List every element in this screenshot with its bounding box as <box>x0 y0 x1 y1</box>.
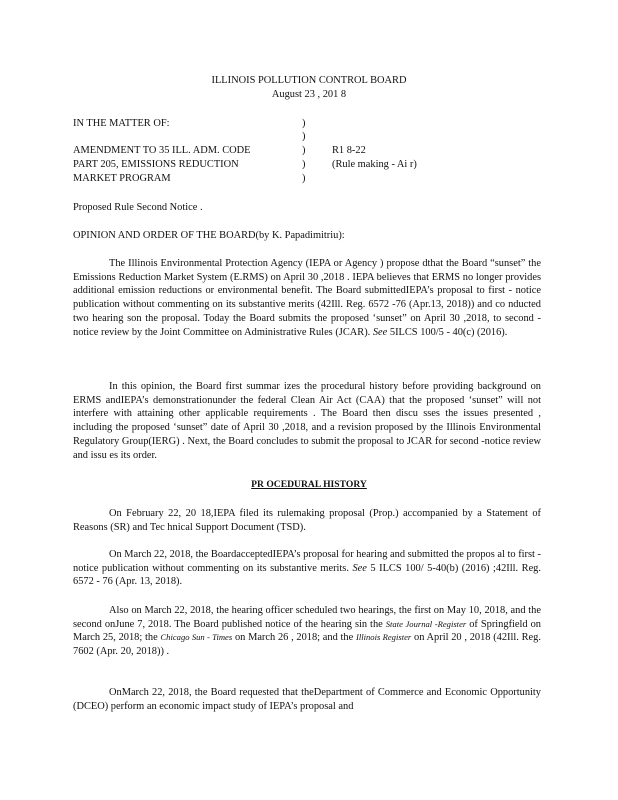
caption-line: MARKET PROGRAM <box>73 173 171 184</box>
docket-type: (Rule making - Ai r) <box>332 159 417 170</box>
caption-paren: ) <box>302 145 306 156</box>
body-paragraph: Also on March 22, 2018, the hearing officer scheduled two hearings, the first on May 10, 2018, and the second onJune 7, 2018. The Board published notice of the hearing sin the State Journal -Register of Springfield on March 25, 2018; the Chicago Sun - Times on March 26 , 2018; and the Illinois Register on April 20 , 2018 (42Ill. Reg. 7602 (Apr. 20, 2018)) . <box>73 605 541 658</box>
body-paragraph: On February 22, 20 18,IEPA filed its rulemaking proposal (Prop.) accompanied by a Statement of Reasons (SR) and Tec hnical Support Document (TSD). <box>73 508 541 533</box>
section-heading: PR OCEDURAL HISTORY <box>251 479 367 490</box>
body-paragraph: The Illinois Environmental Protection Agency (IEPA or Agency ) propose dthat the Board “sunset” the Emissions Reduction Market System (E.RMS) on April 30 ,2018 . IEPA believes that ERMS no longer provides additional emission reductions or environmental benefit. The Board submittedIEPA’s proposal to first - notice publication without commenting on its substantive merits (42Ill. Reg. 6572 -76 (Apr.13, 2018)) and co nducted two hearing son the proposal. Today the Board submits the proposed ‘sunset” on April 30 ,2018, to second - notice review by the Joint Committee on Administrative Rules (JCAR). See 5ILCS 100/5 - 40(c) (2016). <box>73 258 541 338</box>
body-paragraph: In this opinion, the Board first summar izes the procedural history before providing background on ERMS andIEPA’s demonstrationunder the federal Clean Air Act (CAA) that the proposed ‘sunset” will not interfere with attaining other applicable requirements . The Board then discu sses the issues presented , including the proposed ‘sunset” date of April 30 ,2018, and a revision proposed by the Illinois Environmental Regulatory Group(IERG) . Next, the Board concludes to submit the proposal to JCAR for second -notice review and issu es its order. <box>73 381 541 461</box>
caption-paren: ) <box>302 159 306 170</box>
caption-matter: IN THE MATTER OF: <box>73 118 170 129</box>
docket-number: R1 8-22 <box>332 145 366 156</box>
caption-paren: ) <box>302 118 306 129</box>
caption-line: PART 205, EMISSIONS REDUCTION <box>73 159 239 170</box>
opinion-heading: OPINION AND ORDER OF THE BOARD(by K. Papadimitriu): <box>73 230 345 241</box>
notice-line: Proposed Rule Second Notice . <box>73 202 203 213</box>
body-paragraph: On March 22, 2018, the BoardacceptedIEPA’s proposal for hearing and submitted the propos al to first -notice publication without commenting on its substantive merits. See 5 ILCS 100/ 5-40(b) (2016) ;42Ill. Reg. 6572 - 76 (Apr. 13, 2018). <box>73 549 541 588</box>
board-name: ILLINOIS POLLUTION CONTROL BOARD <box>211 75 407 86</box>
caption-paren: ) <box>302 131 306 142</box>
body-paragraph: OnMarch 22, 2018, the Board requested that theDepartment of Commerce and Economic Opportunity (DCEO) perform an economic impact study of IEPA’s proposal and <box>73 687 541 712</box>
caption-line: AMENDMENT TO 35 ILL. ADM. CODE <box>73 145 251 156</box>
caption-paren: ) <box>302 173 306 184</box>
document-date: August 23 , 201 8 <box>271 89 347 100</box>
